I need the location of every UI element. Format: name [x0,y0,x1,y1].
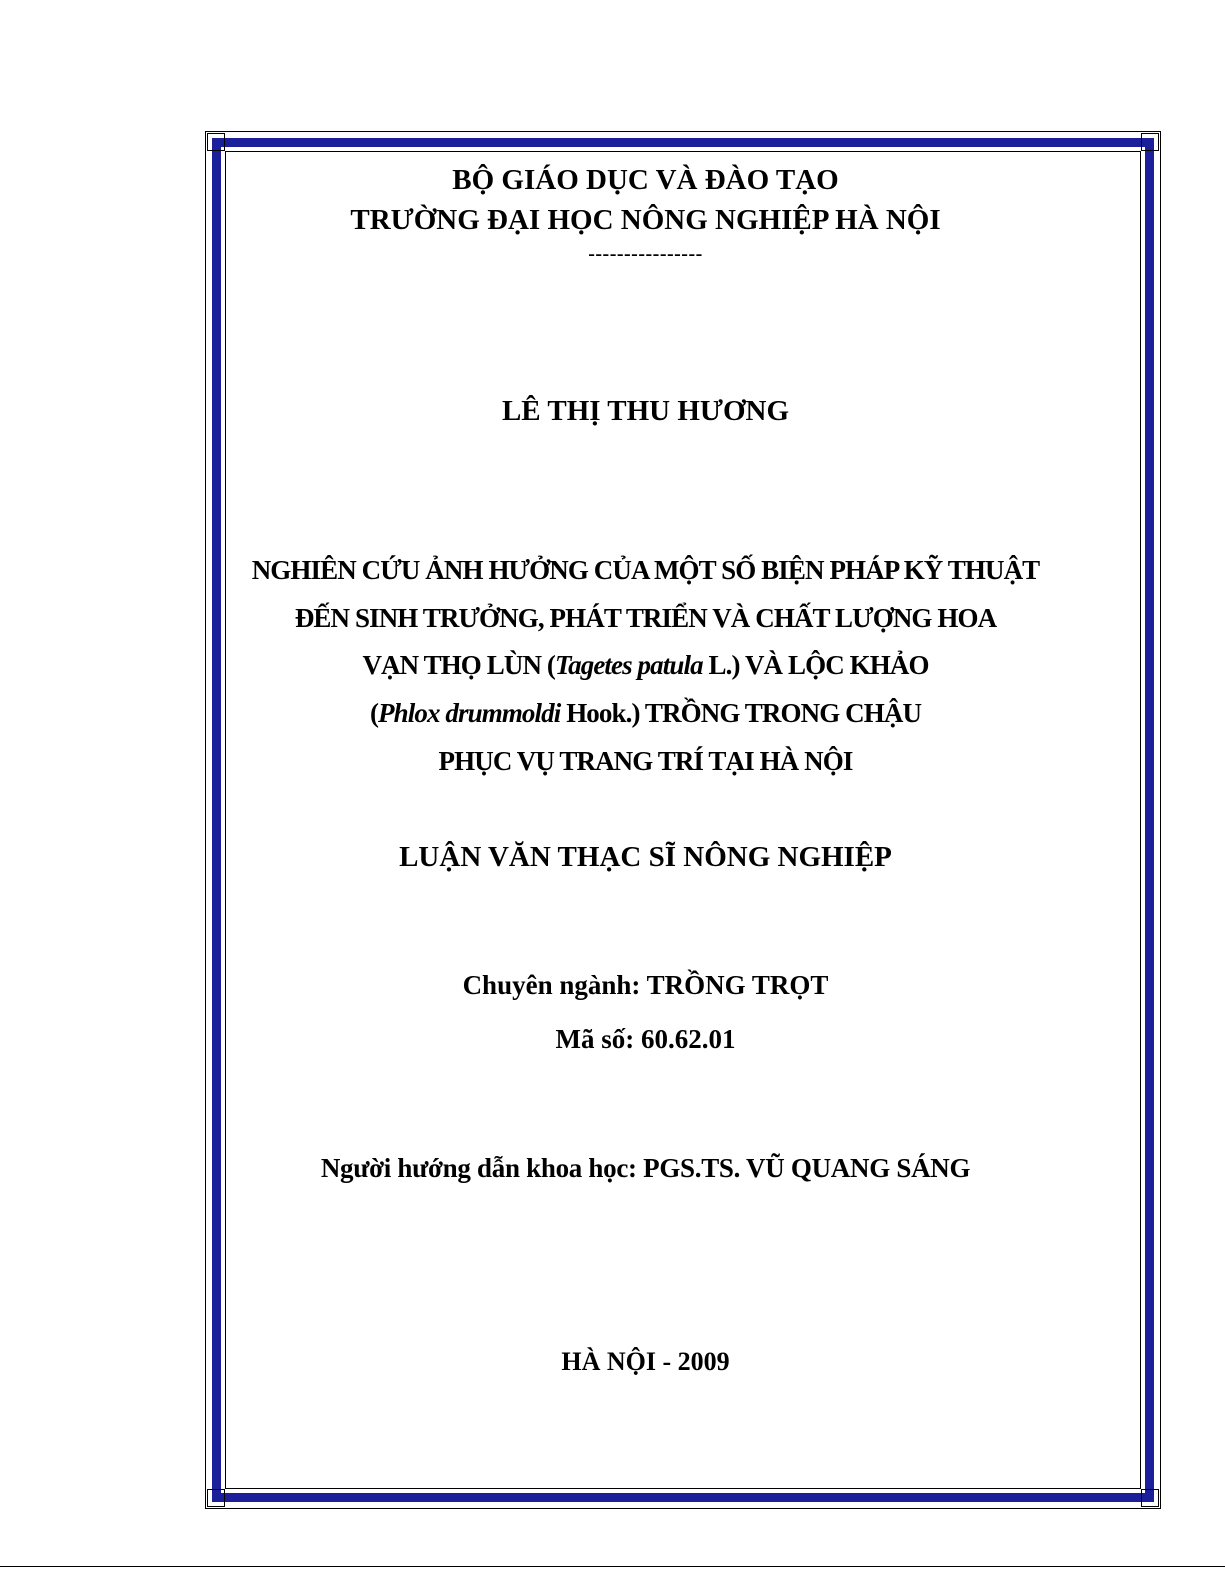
degree-type: LUẬN VĂN THẠC SĨ NÔNG NGHIỆP [399,841,892,873]
thesis-title-line-4 [228,700,1063,727]
title-text: Hook.) TRỒNG TRONG CHẬU [560,698,922,728]
author-name: LÊ THỊ THU HƯƠNG [501,395,790,427]
species-name-tagetes: Tagetes patula [555,650,703,680]
thesis-title-line-2: ĐẾN SINH TRƯỞNG, PHÁT TRIỂN VÀ CHẤT LƯỢNG HOA [294,603,997,633]
species-name-phlox: Phlox drummoldi [378,698,561,728]
title-text: L.) VÀ LỘC KHẢO [702,650,929,680]
title-text: VẠN THỌ LÙN ( [362,650,556,680]
title-text: ( [369,698,379,728]
page-border-inner [225,151,1141,1489]
ministry-name: BỘ GIÁO DỤC VÀ ĐÀO TẠO [452,164,839,196]
university-name: TRƯỜNG ĐẠI HỌC NÔNG NGHIỆP HÀ NỘI [350,204,941,236]
border-corner-top-right [1141,133,1159,151]
thesis-title-line-3 [228,652,1063,679]
place-and-year: HÀ NỘI - 2009 [561,1347,730,1376]
major-code: Mã số: 60.62.01 [555,1024,736,1054]
border-corner-top-left [207,133,225,151]
page-bottom-rule [0,1566,1225,1567]
supervisor: Người hướng dẫn khoa học: PGS.TS. VŨ QUANG SÁNG [320,1153,971,1183]
major-field: Chuyên ngành: TRỒNG TRỌT [462,970,829,1000]
thesis-title-line-5: PHỤC VỤ TRANG TRÍ TẠI HÀ NỘI [438,746,853,776]
border-corner-bottom-right [1141,1489,1159,1507]
border-corner-bottom-left [207,1489,225,1507]
header-separator: ---------------- [588,243,703,265]
thesis-title-line-1: NGHIÊN CỨU ẢNH HƯỞNG CỦA MỘT SỐ BIỆN PHÁP KỸ THUẬT [251,555,1040,585]
